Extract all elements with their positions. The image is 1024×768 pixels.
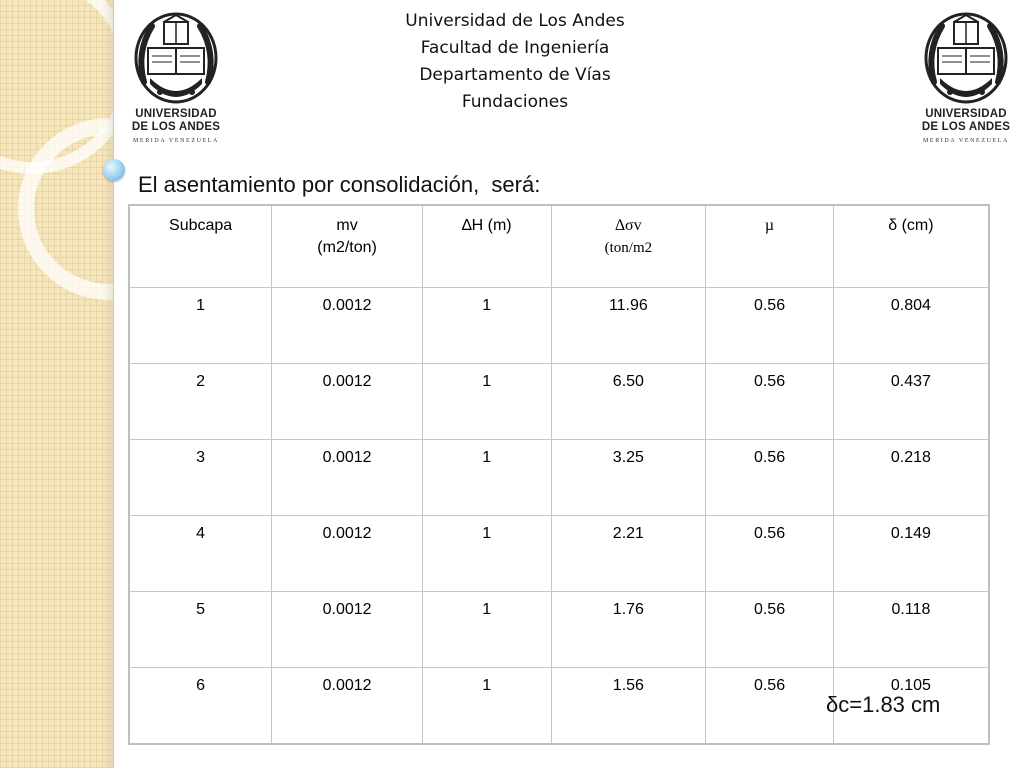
- header-line-course: Fundaciones: [461, 92, 569, 112]
- table-cell: 0.0012: [272, 516, 423, 592]
- table-cell: 1.56: [551, 668, 706, 745]
- university-logo-right: [920, 12, 1012, 150]
- logo-city: MERIDA VENEZUELA: [133, 138, 219, 144]
- table-cell: 0.0012: [272, 440, 423, 516]
- table-cell: 1: [129, 288, 272, 364]
- logo-university-name: UNIVERSIDAD DE LOS ANDES: [131, 108, 221, 133]
- table-cell: 0.56: [706, 440, 834, 516]
- table-cell: 11.96: [551, 288, 706, 364]
- column-header-mv: mv (m2/ton): [272, 205, 423, 288]
- table-cell: 2.21: [551, 516, 706, 592]
- table-row: [129, 440, 989, 516]
- table-row: [129, 288, 989, 364]
- table-cell: 0.0012: [272, 668, 423, 745]
- table-cell: 1: [422, 592, 551, 668]
- table-cell: 1: [422, 364, 551, 440]
- table-cell: 0.56: [706, 516, 834, 592]
- table-cell: 0.149: [833, 516, 989, 592]
- logo-city: MERIDA VENEZUELA: [923, 138, 1009, 144]
- table-cell: 0.218: [833, 440, 989, 516]
- university-seal-icon: [130, 12, 222, 108]
- table-cell: 0.0012: [272, 592, 423, 668]
- institution-header: [300, 8, 730, 116]
- column-header-mu: µ: [706, 205, 834, 288]
- table-cell: 3.25: [551, 440, 706, 516]
- table-cell: 4: [129, 516, 272, 592]
- table-row: [129, 592, 989, 668]
- table-cell: 0.804: [833, 288, 989, 364]
- header-line-university: Universidad de Los Andes: [405, 11, 625, 31]
- table-cell: 0.118: [833, 592, 989, 668]
- table-cell: 5: [129, 592, 272, 668]
- total-settlement: δc=1.83 cm: [826, 692, 941, 717]
- strip-shadow: [103, 0, 113, 768]
- table-cell: 0.105: [833, 668, 989, 745]
- table-cell: 6.50: [551, 364, 706, 440]
- table-cell: 1: [422, 288, 551, 364]
- table-row: [129, 364, 989, 440]
- settlement-table: [128, 204, 990, 745]
- table-cell: 6: [129, 668, 272, 745]
- table-cell: 3: [129, 440, 272, 516]
- column-header-delta: δ (cm): [833, 205, 989, 288]
- table-cell: 0.56: [706, 288, 834, 364]
- table-cell: 1.76: [551, 592, 706, 668]
- bullet-dot-icon: [103, 159, 125, 181]
- table-row: [129, 516, 989, 592]
- table-cell: 0.437: [833, 364, 989, 440]
- column-header-delta-sigma: ∆σv (ton/m2: [551, 205, 706, 288]
- table-cell: 2: [129, 364, 272, 440]
- table-cell: 1: [422, 516, 551, 592]
- table-cell: 1: [422, 440, 551, 516]
- column-header-subcapa: Subcapa: [129, 205, 272, 288]
- table-cell: 0.0012: [272, 288, 423, 364]
- slide-title: El asentamiento por consolidación, será:: [138, 172, 541, 197]
- table-cell: 0.0012: [272, 364, 423, 440]
- table-cell: 0.56: [706, 364, 834, 440]
- table-cell: 0.56: [706, 668, 834, 745]
- university-seal-icon: [920, 12, 1012, 108]
- logo-university-name: UNIVERSIDAD DE LOS ANDES: [921, 108, 1011, 133]
- side-decoration: [0, 0, 114, 768]
- table-cell: 0.56: [706, 592, 834, 668]
- table-cell: 1: [422, 668, 551, 745]
- university-logo-left: [130, 12, 222, 150]
- column-header-delta-h: ∆H (m): [422, 205, 551, 288]
- header-line-faculty: Facultad de Ingeniería: [420, 38, 610, 58]
- table-header-row: [129, 205, 989, 288]
- header-line-department: Departamento de Vías: [419, 65, 611, 85]
